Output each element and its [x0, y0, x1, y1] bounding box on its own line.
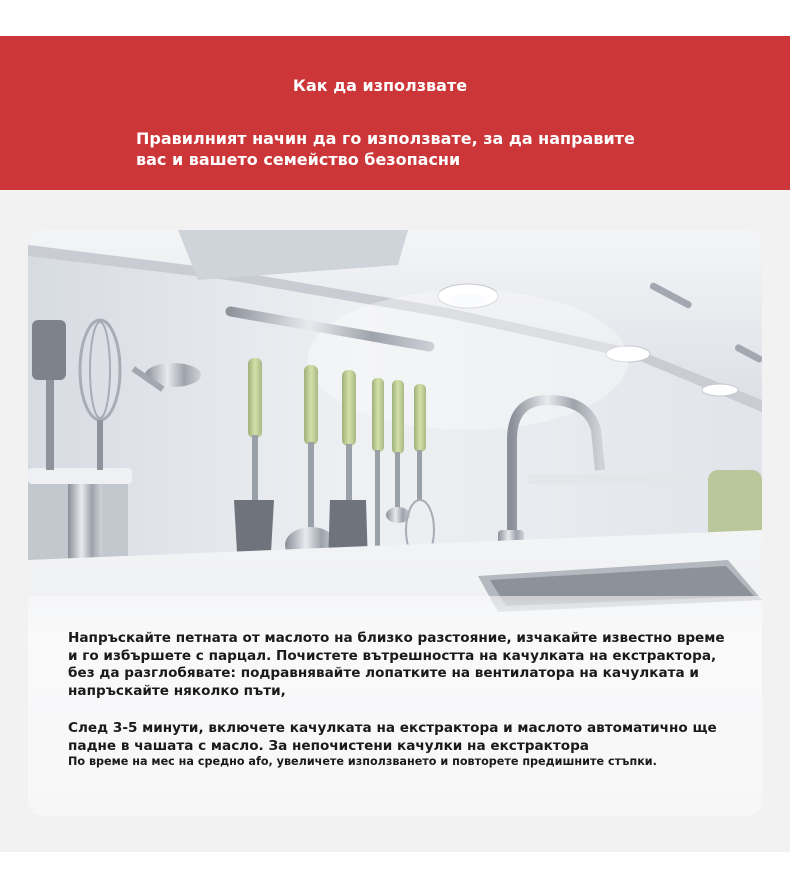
top-margin: [0, 0, 790, 36]
instruction-paragraph: [68, 630, 728, 700]
instructions-panel: [28, 596, 762, 816]
header-banner: [0, 36, 790, 190]
bottom-margin: [0, 852, 790, 880]
banner-subtitle-line: вас и вашето семейство безопасни: [136, 150, 461, 169]
instruction-paragraph: [68, 720, 728, 755]
instruction-line: След 3-5 минути, включете качулката на екстрактора и маслото автоматично ще: [68, 720, 717, 736]
instruction-note: По време на мес на средно аfo, увеличете използването и повторете предишните стъпки.: [68, 755, 657, 768]
banner-title: Как да използвате: [292, 76, 468, 95]
instruction-line: и го избършете с парцал. Почистете вътрешността на качулката на екстрактора,: [68, 647, 717, 664]
instruction-line: Напръскайте петната от маслото на близко разстояние, изчакайте известно време: [68, 630, 725, 646]
photo-card: [28, 230, 762, 816]
instruction-line: падне в чашата с масло. За непочистени качулки на екстрактора: [68, 737, 589, 754]
banner-subtitle: [136, 128, 676, 170]
instruction-line: напръскайте няколко пъти,: [68, 682, 286, 699]
banner-subtitle-line: Правилният начин да го използвате, за да направите: [136, 129, 635, 148]
instruction-line: без да разглобявате: подравнявайте лопатките на вентилатора на качулката и: [68, 665, 699, 681]
